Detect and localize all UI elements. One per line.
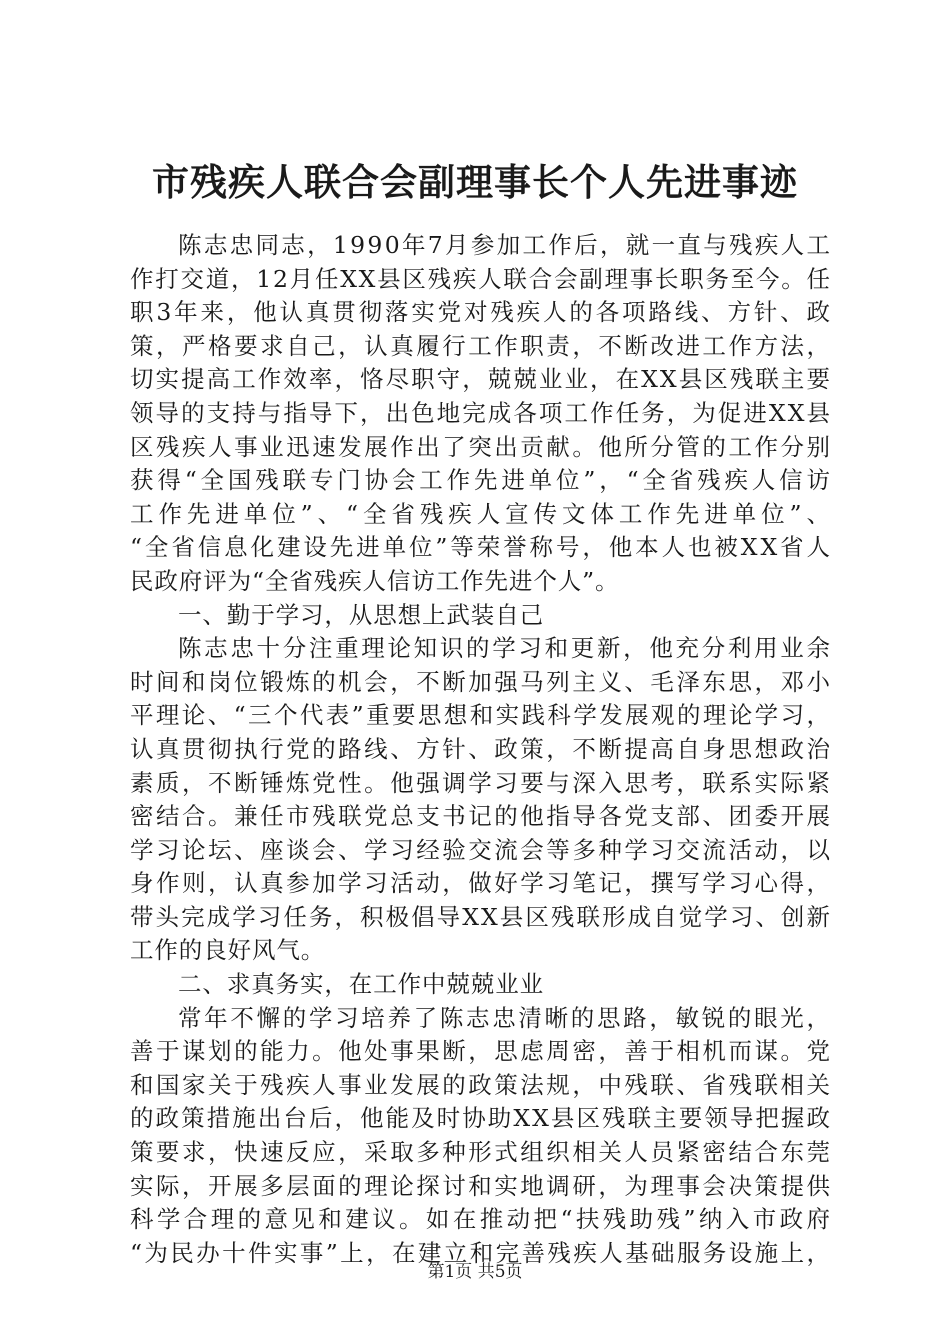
text-line: 领导的支持与指导下，出色地完成各项工作任务，为促进XX县 xyxy=(130,398,833,427)
text-line: 职3年来，他认真贯彻落实党对残疾人的各项路线、方针、政 xyxy=(130,298,833,327)
text-line: 学习论坛、座谈会、学习经验交流会等多种学习交流活动，以 xyxy=(130,835,833,864)
text-line: 策，严格要求自己，认真履行工作职责，不断改进工作方法， xyxy=(130,331,833,360)
text-line: 二、求真务实，在工作中兢兢业业 xyxy=(178,970,544,999)
text-line: 和国家关于残疾人事业发展的政策法规，中残联、省残联相关 xyxy=(130,1070,833,1099)
text-line: 实际，开展多层面的理论探讨和实地调研，为理事会决策提供 xyxy=(130,1171,833,1200)
text-line: 常年不懈的学习培养了陈志忠清晰的思路，敏锐的眼光， xyxy=(178,1003,833,1032)
text-line: 作打交道，12月任XX县区残疾人联合会副理事长职务至今。任 xyxy=(130,264,832,293)
text-line: 策要求，快速反应，采取多种形式组织相关人员紧密结合东莞 xyxy=(130,1138,833,1167)
text-line: “为民办十件实事”上，在建立和完善残疾人基础服务设施上， xyxy=(130,1238,833,1267)
text-line: 密结合。兼任市残联党总支书记的他指导各党支部、团委开展 xyxy=(130,802,833,831)
text-line: 陈志忠十分注重理论知识的学习和更新，他充分利用业余 xyxy=(178,634,833,663)
text-line: 科学合理的意见和建议。如在推动把“扶残助残”纳入市政府 xyxy=(130,1205,834,1234)
text-line: 平理论、“三个代表”重要思想和实践科学发展观的理论学习， xyxy=(130,701,833,730)
text-line: 身作则，认真参加学习活动，做好学习笔记，撰写学习心得， xyxy=(130,869,833,898)
text-line: 区残疾人事业迅速发展作出了突出贡献。他所分管的工作分别 xyxy=(130,432,833,461)
text-line: 的政策措施出台后，他能及时协助XX县区残联主要领导把握政 xyxy=(130,1104,833,1133)
text-line: 切实提高工作效率，恪尽职守，兢兢业业，在XX县区残联主要 xyxy=(130,365,833,394)
text-line: “全省信息化建设先进单位”等荣誉称号，他本人也被XX省人 xyxy=(130,533,833,562)
text-line: 带头完成学习任务，积极倡导XX县区残联形成自觉学习、创新 xyxy=(130,902,833,931)
text-line: 民政府评为“全省残疾人信访工作先进个人”。 xyxy=(130,566,620,595)
text-line: 认真贯彻执行党的路线、方针、政策，不断提高自身思想政治 xyxy=(130,734,833,763)
text-line: 工作的良好风气。 xyxy=(130,936,326,965)
document-body xyxy=(130,229,835,1270)
text-line: 陈志忠同志，1990年7月参加工作后，就一直与残疾人工 xyxy=(178,231,833,259)
text-line: 时间和岗位锻炼的机会，不断加强马列主义、毛泽东思，邓小 xyxy=(130,667,833,696)
document-title: 市残疾人联合会副理事长个人先进事迹 xyxy=(152,160,798,204)
text-line: 工作先进单位”、“全省残疾人宣传文体工作先进单位”、 xyxy=(130,499,835,528)
text-line: 获得“全国残联专门协会工作先进单位”，“全省残疾人信访 xyxy=(130,466,834,495)
text-line: 善于谋划的能力。他处事果断，思虑周密，善于相机而谋。党 xyxy=(130,1037,833,1066)
text-line: 素质，不断锤炼党性。他强调学习要与深入思考，联系实际紧 xyxy=(130,768,833,797)
text-line: 一、勤于学习，从思想上武装自己 xyxy=(178,600,544,629)
page-footer: 第1页 共5页 xyxy=(427,1262,523,1282)
